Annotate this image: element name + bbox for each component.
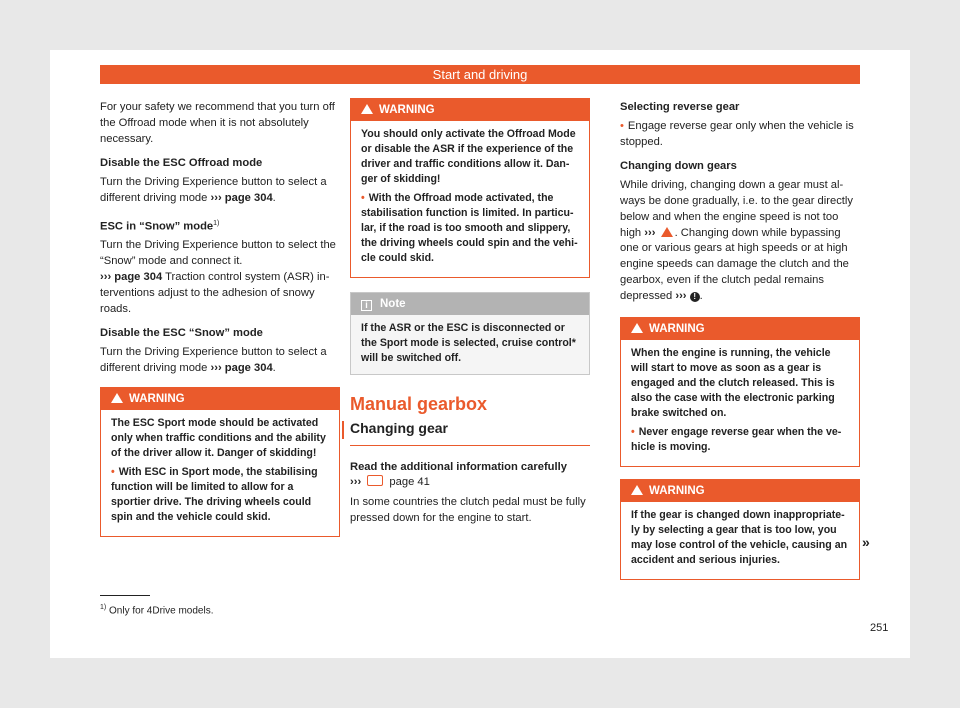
warning-header: WARNING bbox=[621, 480, 859, 502]
note-body: If the ASR or the ESC is disconnected or the Sport mode is selected, cruise control* will be switched off. bbox=[351, 315, 589, 374]
caution-dot-icon: ! bbox=[690, 292, 700, 302]
page-ref-link[interactable]: ››› page 304 bbox=[210, 191, 273, 204]
note-ref-link[interactable]: ››› ! bbox=[675, 290, 699, 302]
continue-mark: » bbox=[862, 534, 870, 550]
heading-down-gears: Changing down gears bbox=[620, 160, 737, 173]
heading-disable-snow: Disable the ESC “Snow” mode bbox=[100, 327, 263, 340]
page-ref-link[interactable]: ››› page 304 bbox=[100, 270, 163, 283]
warning-box bbox=[350, 98, 590, 278]
warning-box bbox=[620, 479, 860, 580]
warning-triangle-icon bbox=[631, 485, 643, 495]
page-ref-link[interactable]: ››› page 41 bbox=[350, 476, 430, 489]
column-middle bbox=[350, 98, 590, 536]
column-right bbox=[620, 100, 860, 590]
warning-body: If the gear is changed down inappropriately by selecting a gear that is too low, you may lose control of the vehicle, causing an accident and serious injuries. bbox=[631, 508, 848, 566]
warning-header: WARNING bbox=[351, 99, 589, 121]
footnote: $^{1)}$ Only for 4Drive models. bbox=[100, 604, 214, 617]
accent-bar bbox=[342, 421, 344, 439]
paragraph-disable-snow: Turn the Driving Experience button to select a different driving mode ››› page 304. bbox=[100, 346, 327, 374]
warning-ref-link[interactable]: ››› bbox=[644, 227, 674, 239]
note-header: i Note bbox=[351, 293, 589, 315]
page-ref-link[interactable]: ››› page 304 bbox=[210, 361, 273, 374]
warning-header: WARNING bbox=[621, 318, 859, 340]
paragraph-clutch: In some countries the clutch pedal must be fully pressed down for the engine to start. bbox=[350, 496, 586, 524]
sub-title: Changing gear bbox=[350, 421, 590, 446]
bullet-reverse: • Engage reverse gear only when the vehicle is stopped. bbox=[620, 119, 854, 148]
paragraph-disable-offroad: Turn the Driving Experience button to select a different driving mode ››› page 304. bbox=[100, 176, 327, 204]
bullet-icon: • bbox=[361, 192, 365, 204]
heading-read-info: Read the additional information carefully ››› page 41 bbox=[350, 460, 567, 489]
warning-body: The ESC Sport mode should be activated only when traffic conditions and the ability of the driver allow it. Danger of skidding! • With ESC in Sport mode, the stabilising function will be limited to allow for a sportier drive. The driving wheels could spin and the vehicle could skid. bbox=[111, 416, 326, 523]
column-left bbox=[100, 100, 340, 547]
paragraph-down-gears: While driving, changing down a gear must always be done gradually, i.e. to the gear directly below and when the engine speed is not too high ››› . Changing down while bypassing one or various gears at high speeds or at high engine speeds can damage the clutch and the gearbox, even if the clutch pedal remains depressed ››› ! . bbox=[620, 179, 853, 302]
heading-disable-offroad: Disable the ESC Offroad mode bbox=[100, 157, 263, 170]
warning-triangle-icon bbox=[631, 323, 643, 333]
footnote-ref: 1) bbox=[213, 219, 220, 227]
bullet-icon: • bbox=[111, 465, 115, 478]
section-title: Manual gearbox bbox=[350, 394, 488, 414]
bullet-icon: • bbox=[620, 119, 624, 132]
page-number: 251 bbox=[870, 622, 889, 634]
warning-box bbox=[620, 317, 860, 467]
bullet-icon: • bbox=[631, 425, 635, 438]
warning-box bbox=[100, 387, 340, 537]
warning-triangle-icon bbox=[111, 393, 123, 403]
chapter-header: Start and driving bbox=[100, 65, 860, 84]
warning-header: WARNING bbox=[101, 388, 339, 410]
book-icon bbox=[367, 475, 383, 486]
intro-paragraph: For your safety we recommend that you turn off the Offroad mode when it is not absolutely necessary. bbox=[100, 101, 335, 145]
warning-body: You should only activate the Offroad Mode or disable the ASR if the experience of the driver and traffic conditions allow it. Danger of skidding! • With the Offroad mode activated, the stabilisation function is limited. In particular, if the road is too smooth and slippery, the driving wheels could spin and the vehicle could skid. bbox=[361, 128, 578, 264]
manual-page bbox=[50, 50, 910, 658]
warning-body: When the engine is running, the vehicle will start to move as soon as a gear is engaged and the clutch released. This is also the case with the electronic parking brake switched on. • Never engage reverse gear when the vehicle is moving. bbox=[631, 346, 842, 453]
warning-triangle-icon bbox=[661, 227, 673, 237]
paragraph-snow-mode: Turn the Driving Experience button to select the “Snow” mode and connect it. ››› page 304 Traction control system (ASR) interventions adjust to the adhesion of snowy roads. bbox=[100, 239, 336, 315]
heading-snow-mode: ESC in “Snow” mode$^{1)}$ bbox=[100, 219, 220, 233]
heading-reverse-gear: Selecting reverse gear bbox=[620, 101, 740, 113]
info-icon: i bbox=[361, 300, 372, 311]
footnote-rule bbox=[100, 595, 150, 596]
warning-triangle-icon bbox=[361, 104, 373, 114]
note-box bbox=[350, 292, 590, 375]
